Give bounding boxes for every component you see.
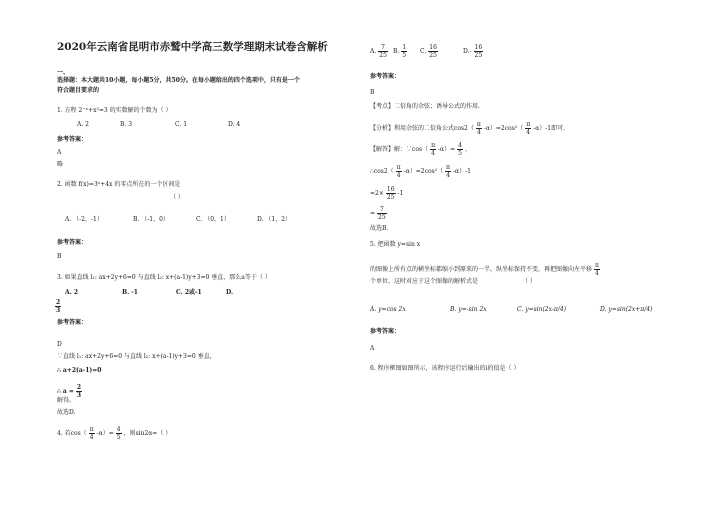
- q2-option-a: A. （-2，-1）: [65, 216, 103, 223]
- answer-label: 参考答案：: [370, 73, 401, 80]
- q4-answer: B: [370, 89, 375, 96]
- section-label: 一、: [57, 69, 70, 76]
- question-5: 5. 把函数 y=sin x: [370, 241, 421, 248]
- q3-solution-4: 解得。: [57, 397, 76, 404]
- q5-option-c: C. y=sin(2x-π/4): [517, 306, 567, 313]
- question-2: 2. 函数 f(x)=3ˣ+4x 的零点所在的一个区间是: [57, 181, 181, 188]
- q5-line-2: 个单位，这时对应于这个图像的解析式是: [370, 278, 479, 285]
- q2-answer: B: [57, 253, 62, 260]
- q3-solution-2: ∴ a+2(a-1)=0: [57, 367, 102, 374]
- question-4: 4. 若cos（ $\frac{\pi}{4}$ -α）= $\frac{4}{5}$ ，则sin2α=（ ）: [57, 426, 172, 441]
- question-6: 6. 程序框图如图所示，该程序运行后输出的i的值是（ ）: [370, 365, 520, 372]
- q5-option-a: A. y=cos 2x: [370, 306, 406, 313]
- q3-solution-3: ∴ a = $\frac{2}{3}$: [57, 384, 82, 399]
- q4-conclusion: 故选B.: [370, 225, 389, 232]
- q3-option-c: C. 2或-1: [176, 289, 202, 296]
- q2-option-d: D. （1，2）: [257, 216, 292, 223]
- q1-option-a: A. 2: [77, 121, 89, 128]
- question-1: 1. 方程 2⁻ˣ+x²=3 的实数解的个数为（ ）: [57, 107, 172, 114]
- q3-option-a: A. 2: [65, 289, 79, 296]
- page-title: 2020年云南省昆明市赤鹫中学高三数学理期末试卷含解析: [57, 41, 328, 53]
- q4-fenxi: 【分析】利用余弦的二倍角公式cos2（ $\frac{\pi}{4}$ -α）=2cos²（ $\frac{\pi}{4}$ -α）-1即可.: [370, 121, 566, 136]
- q5-answer: A: [370, 345, 375, 352]
- q2-option-c: C. （0，1）: [196, 216, 230, 223]
- q3-solution-1: ∵直线 l₁: ax+2y+6=0 与直线 l₂: x+(a-1)y+3=0 垂直，: [57, 353, 216, 360]
- q1-option-b: B. 3: [120, 121, 133, 128]
- q4-sol-line-1: ∴cos2（ $\frac{\pi}{4}$ -α）=2cos²（ $\frac{\pi}{4}$ -α）-1: [370, 164, 471, 179]
- q2-paren: （ ）: [170, 194, 184, 201]
- q4-kaodian: 【考点】二倍角的余弦；诱导公式的作用.: [370, 103, 480, 110]
- section-desc-2: 符合题目要求的: [57, 87, 100, 94]
- q5-line-1: 的图像上所有点的横坐标都缩小到原来的一半，纵坐标保持不变，再把图像向左平移 $\frac{\pi}{4}$: [370, 262, 599, 277]
- q4-option-d: D.- $\frac{16}{25}$: [463, 44, 483, 59]
- q1-option-c: C. 1: [175, 121, 188, 128]
- q1-option-d: D. 4: [228, 121, 241, 128]
- q1-answer: A: [57, 149, 62, 156]
- q2-option-b: B. （-1，0）: [133, 216, 169, 223]
- q4-sol-line-2: =2× $\frac{16}{25}$ -1: [370, 186, 404, 201]
- q4-option-c: C. $\frac{16}{25}$: [420, 44, 437, 59]
- q3-option-d-fraction: $\frac{2}{3}$: [56, 299, 61, 314]
- q4-sol-line-3: = $\frac{7}{25}$: [370, 206, 386, 221]
- q4-option-b: B. $\frac{1}{5}$: [393, 44, 407, 59]
- q3-option-b: B. -1: [122, 289, 138, 296]
- q5-paren: （ ）: [522, 278, 536, 285]
- answer-label: 参考答案：: [57, 239, 88, 246]
- answer-label: 参考答案：: [57, 136, 88, 143]
- q1-solution: 略: [57, 161, 64, 168]
- q5-option-d: D. y=sin(2x+π/4): [600, 306, 653, 313]
- q5-option-b: B. y=-sin 2x: [450, 306, 487, 313]
- q3-solution-5: 故选D.: [57, 409, 76, 416]
- answer-label: 参考答案：: [370, 328, 401, 335]
- section-desc-1: 选择题：本大题共10小题，每小题5分，共50分。在每小题给出的四个选项中，只有是一个: [57, 77, 300, 84]
- q4-option-a: A. $\frac{7}{25}$: [370, 44, 387, 59]
- question-3: 3. 如果直线 l₁: ax+2y+6=0 与直线 l₂: x+(a-1)y+3=0 垂直，那么a等于（ ）: [57, 274, 271, 281]
- q3-answer: D: [57, 341, 62, 348]
- answer-label: 参考答案：: [57, 319, 88, 326]
- q4-jieda: 【解答】解：∵cos（ $\frac{\pi}{4}$ -α）= $\frac{4}{5}$ ，: [370, 142, 471, 157]
- q3-option-d: D.: [226, 289, 234, 296]
